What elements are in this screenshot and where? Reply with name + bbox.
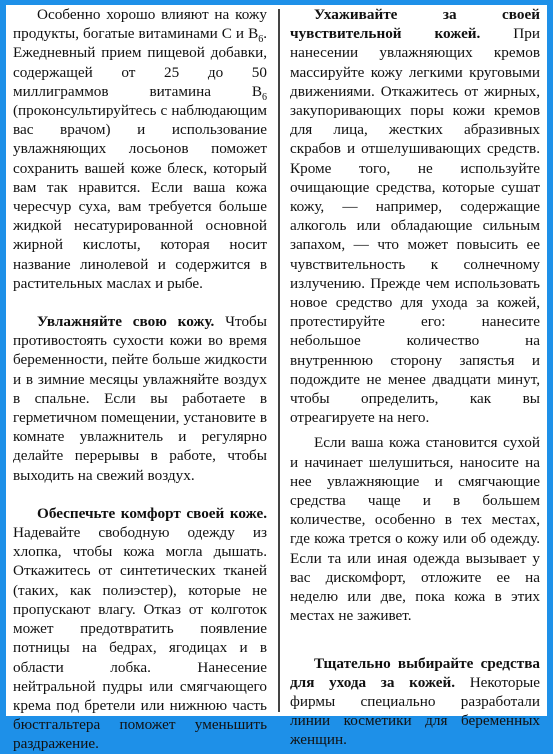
paragraph-text: (проконсультируйтесь с наблюдающим вас врачом) и использование увлажняющих лосьонов поможет сохранить вашей коже блеск, который вам так нравится. Если ваша кожа чересчур суха, вам требуется больше жидкой несатурированной основной жирной кислоты, которая носит название линолевой и содержится в растительных маслах и рыбе. — [13, 102, 267, 292]
paragraph-dry-skin — [290, 433, 540, 625]
subscript: 6 — [262, 91, 267, 103]
paragraph-text: Особенно хорошо влияют на кожу продукты, богатые витаминами С и В — [13, 6, 267, 43]
page-frame — [6, 5, 547, 753]
paragraph-text: Надевайте свободную одежду из хлопка, чтобы кожа могла дышать. Откажитесь от синтетических тканей (таких, как полиэстер), которые не пропускают влагу. Отказ от колготок может предотвратить появление потницы на бедрах, ягодицах и в области лобка. Нанесение нейтральной пудры или смягчающего крема под бретели или нижнюю часть бюстгальтера поможет уменьшить раздражение. — [13, 524, 267, 753]
paragraph-text: . Ежедневный прием пищевой добавки, содержащей от 25 до 50 миллиграммов витамина В — [13, 25, 267, 100]
paragraph-choose-products — [290, 654, 540, 750]
paragraph-text: Если ваша кожа становится сухой и начинает шелушиться, наносите на нее увлажняющие и смягчающие средства чаще и в большем количестве, особенно в тех местах, где кожа трется о кожу или об одежду. Если та или иная одежда вызывает у вас дискомфорт, отложите ее на неделю или две, пока кожа в этих местах не заживет. — [290, 434, 540, 625]
subscript: 6 — [258, 34, 264, 46]
paragraph-heading: Тщательно выбирайте средства для ухода за кожей. — [290, 654, 540, 691]
paragraph-vitamins — [13, 5, 267, 293]
paragraph-heading: Обеспечьте комфорт своей коже. — [37, 504, 267, 522]
paragraph-sensitive-skin — [290, 5, 540, 427]
paragraph-text: При нанесении увлажняющих кремов массируйте кожу легкими круговыми движениями. Откажитесь от жирных, закупоривающих поры кожи кремов для лица, жестких абразивных скрабов и отшелушивающих средств. Кроме того, не используйте очищающие средства, которые сушат кожу, — например, содержащие алкоголь или обладающие сильным запахом, — что может повысить ее чувствительность к солнечному излучению. Прежде чем использовать новое средство для ухода за кожей, протестируйте его: нанесите небольшое количество на внутреннюю сторону запястья и подождите не менее двадцати минут, чтобы определить, как вы отреагируете на него. — [290, 25, 540, 427]
left-column — [13, 5, 267, 754]
column-divider — [278, 9, 280, 712]
paragraph-text: Некоторые фирмы специально разработали линии косметики для беременных женщин. — [290, 673, 540, 749]
paragraph-comfort — [13, 504, 267, 754]
paragraph-heading: Увлажняйте свою кожу. — [37, 313, 215, 331]
paragraph-text: Чтобы противостоять сухости кожи во время беременности, пейте больше жидкости и в зимние месяцы увлажняйте воздух в спальне. Если вы работаете в герметичном помещении, установите в комнате увлажнитель и регулярно делайте перерывы в работе, чтобы выходить на свежий воздух. — [13, 313, 267, 484]
paragraph-moisturize — [13, 312, 267, 485]
right-column — [290, 5, 540, 750]
paragraph-heading: Ухаживайте за своей чувствительной кожей. — [290, 6, 540, 43]
